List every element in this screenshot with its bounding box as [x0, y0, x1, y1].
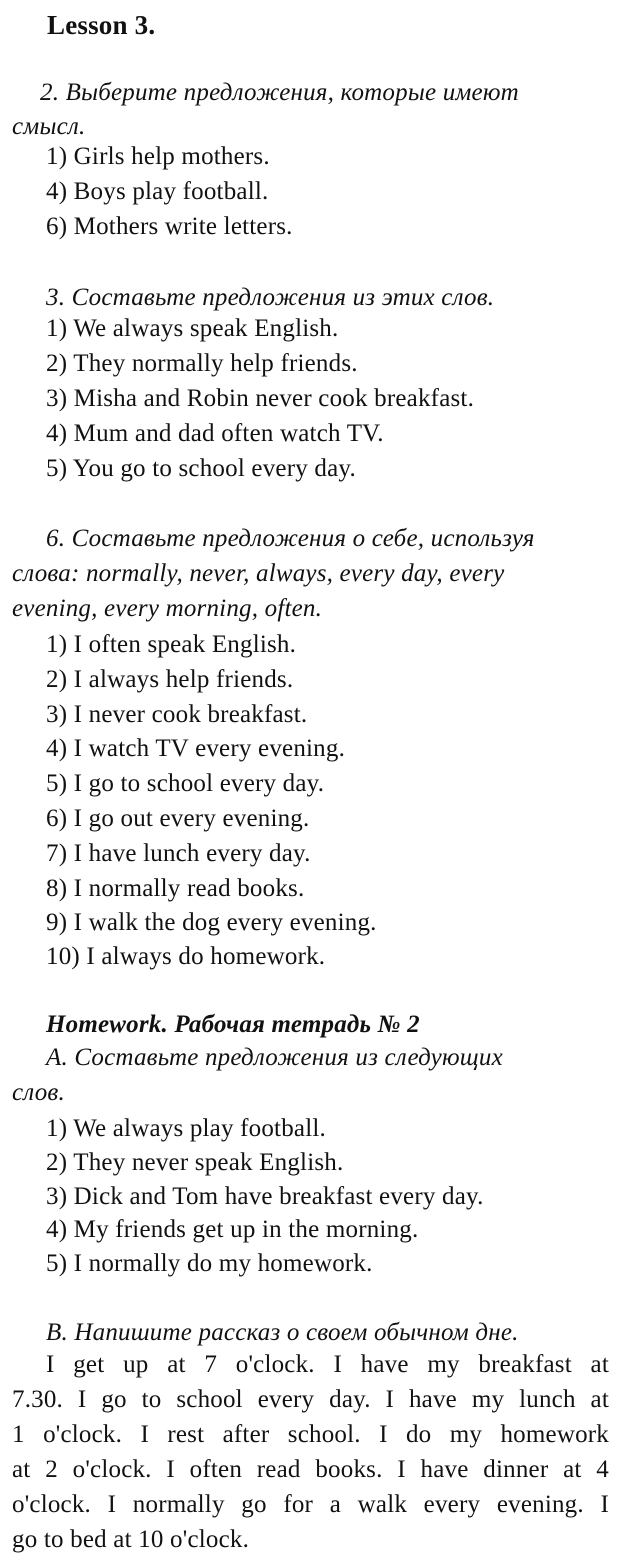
ex6-item: 5) I go to school every day. — [46, 770, 325, 797]
ex6-item: 3) I never cook breakfast. — [46, 701, 308, 728]
ex6-instruction-line2: слова: normally, never, always, every day, every — [12, 560, 505, 587]
ex6-item: 6) I go out every evening. — [46, 805, 310, 832]
story-line: 7.30. I go to school every day. I have my lunch at — [12, 1386, 609, 1413]
ex6-item: 1) I often speak English. — [46, 631, 297, 658]
homework-a-item: 2) They never speak English. — [46, 1149, 344, 1176]
homework-a-instruction-line1: A. Составьте предложения из следующих — [46, 1044, 503, 1071]
ex3-item: 1) We always speak English. — [46, 315, 339, 342]
homework-a-item: 5) I normally do my homework. — [46, 1250, 373, 1277]
ex2-item: 4) Boys play football. — [46, 178, 269, 205]
ex2-item: 1) Girls help mothers. — [46, 143, 270, 170]
ex2-instruction-line2: смысл. — [12, 113, 86, 140]
story-line: 1 o'clock. I rest after school. I do my homework — [12, 1421, 609, 1448]
ex6-item: 7) I have lunch every day. — [46, 840, 311, 867]
homework-heading: Homework. Рабочая тетрадь № 2 — [46, 1011, 420, 1038]
homework-b-instruction: B. Напишите рассказ о своем обычном дне. — [46, 1319, 519, 1346]
ex2-instruction-line1: 2. Выберите предложения, которые имеют — [40, 79, 519, 106]
ex6-item: 8) I normally read books. — [46, 875, 305, 902]
ex2-item: 6) Mothers write letters. — [46, 213, 293, 240]
ex6-instruction-line1: 6. Составьте предложения о себе, используя — [46, 525, 535, 552]
story-line: at 2 o'clock. I often read books. I have dinner at 4 — [12, 1456, 609, 1483]
homework-a-item: 4) My friends get up in the morning. — [46, 1216, 419, 1243]
story-line: I get up at 7 o'clock. I have my breakfast at — [46, 1351, 609, 1378]
story-line: o'clock. I normally go for a walk every evening. I — [12, 1491, 609, 1518]
ex3-item: 5) You go to school every day. — [46, 455, 356, 482]
ex3-instruction: 3. Составьте предложения из этих слов. — [46, 284, 495, 311]
homework-a-item: 3) Dick and Tom have breakfast every day. — [46, 1183, 484, 1210]
ex6-item: 2) I always help friends. — [46, 666, 294, 693]
ex3-item: 2) They normally help friends. — [46, 350, 358, 377]
lesson-title: Lesson 3. — [47, 10, 156, 40]
ex6-instruction-line3: evening, every morning, often. — [12, 595, 323, 622]
ex6-item: 9) I walk the dog every evening. — [46, 909, 377, 936]
story-line: go to bed at 10 o'clock. — [12, 1526, 250, 1553]
ex3-item: 4) Mum and dad often watch TV. — [46, 420, 384, 447]
homework-a-instruction-line2: слов. — [12, 1079, 65, 1106]
ex6-item: 4) I watch TV every evening. — [46, 735, 346, 762]
ex3-item: 3) Misha and Robin never cook breakfast. — [46, 385, 475, 412]
homework-a-item: 1) We always play football. — [46, 1115, 326, 1142]
ex6-item: 10) I always do homework. — [46, 943, 326, 970]
